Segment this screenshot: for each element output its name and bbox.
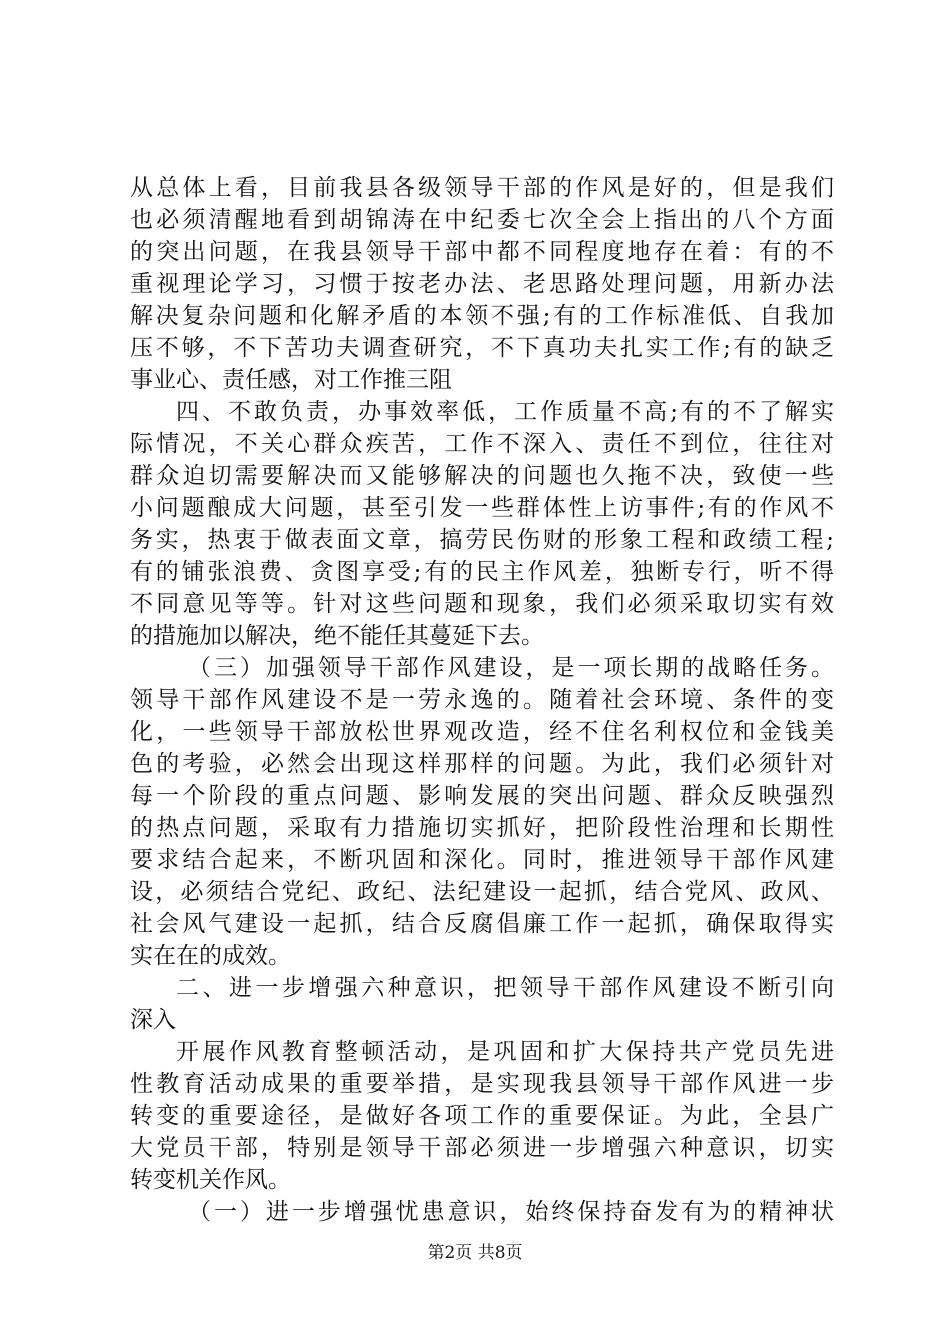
text-line: 压不够，不下苦功夫调查研究，不下真功夫扎实工作;有的缺乏 xyxy=(130,335,834,361)
text-line: 事业心、责任感，对工作推三阻 xyxy=(130,367,452,393)
text-line: 大党员干部，特别是领导干部必须进一步增强六种意识，切实 xyxy=(130,1135,834,1161)
text-line: 际情况，不关心群众疾苦，工作不深入、责任不到位，往往对 xyxy=(130,431,834,457)
text-line: 的措施加以解决，绝不能任其蔓延下去。 xyxy=(130,623,544,649)
text-line: 四、不敢负责，办事效率低，工作质量不高;有的不了解实 xyxy=(176,399,834,425)
section-heading: 二、进一步增强六种意识，把领导干部作风建设不断引向 xyxy=(176,975,834,1001)
text-line: 也必须清醒地看到胡锦涛在中纪委七次全会上指出的八个方面 xyxy=(130,207,834,233)
subsection-heading: （一）进一步增强忧患意识，始终保持奋发有为的精神状 xyxy=(188,1199,834,1225)
text-line: 每一个阶段的重点问题、影响发展的突出问题、群众反映强烈 xyxy=(130,783,834,809)
text-line: 设，必须结合党纪、政纪、法纪建设一起抓，结合党风、政风、 xyxy=(130,879,834,905)
text-line: 化，一些领导干部放松世界观改造，经不住名利权位和金钱美 xyxy=(130,719,834,745)
text-line: 性教育活动成果的重要举措，是实现我县领导干部作风进一步 xyxy=(130,1071,834,1097)
text-line: 的热点问题，采取有力措施切实抓好，把阶段性治理和长期性 xyxy=(130,815,834,841)
text-line: 群众迫切需要解决而又能够解决的问题也久拖不决，致使一些 xyxy=(130,463,834,489)
text-line: 开展作风教育整顿活动，是巩固和扩大保持共产党员先进 xyxy=(176,1039,834,1065)
text-line: 解决复杂问题和化解矛盾的本领不强;有的工作标准低、自我加 xyxy=(130,303,834,329)
body-text xyxy=(130,172,834,1228)
text-line: 有的铺张浪费、贪图享受;有的民主作风差，独断专行，听不得 xyxy=(130,559,834,585)
text-line: 务实，热衷于做表面文章，搞劳民伤财的形象工程和政绩工程; xyxy=(130,527,834,553)
text-line: 不同意见等等。针对这些问题和现象，我们必须采取切实有效 xyxy=(130,591,834,617)
text-line: （三）加强领导干部作风建设，是一项长期的战略任务。 xyxy=(188,655,834,681)
text-line: 领导干部作风建设不是一劳永逸的。随着社会环境、条件的变 xyxy=(130,687,834,713)
text-line: 要求结合起来，不断巩固和深化。同时，推进领导干部作风建 xyxy=(130,847,834,873)
text-line: 转变机关作风。 xyxy=(130,1167,291,1193)
text-line: 社会风气建设一起抓，结合反腐倡廉工作一起抓，确保取得实 xyxy=(130,911,834,937)
text-line: 实在在的成效。 xyxy=(130,943,291,969)
section-heading: 深入 xyxy=(130,1007,176,1033)
text-line: 从总体上看，目前我县各级领导干部的作风是好的，但是我们 xyxy=(130,175,834,201)
text-line: 的突出问题，在我县领导干部中都不同程度地存在着：有的不 xyxy=(130,239,834,265)
text-line: 小问题酿成大问题，甚至引发一些群体性上访事件;有的作风不 xyxy=(130,495,834,521)
text-line: 转变的重要途径，是做好各项工作的重要保证。为此，全县广 xyxy=(130,1103,834,1129)
text-line: 重视理论学习，习惯于按老办法、老思路处理问题，用新办法 xyxy=(130,271,834,297)
text-line: 色的考验，必然会出现这样那样的问题。为此，我们必须针对 xyxy=(130,751,834,777)
page-number: 第2页 共8页 xyxy=(427,1243,523,1263)
